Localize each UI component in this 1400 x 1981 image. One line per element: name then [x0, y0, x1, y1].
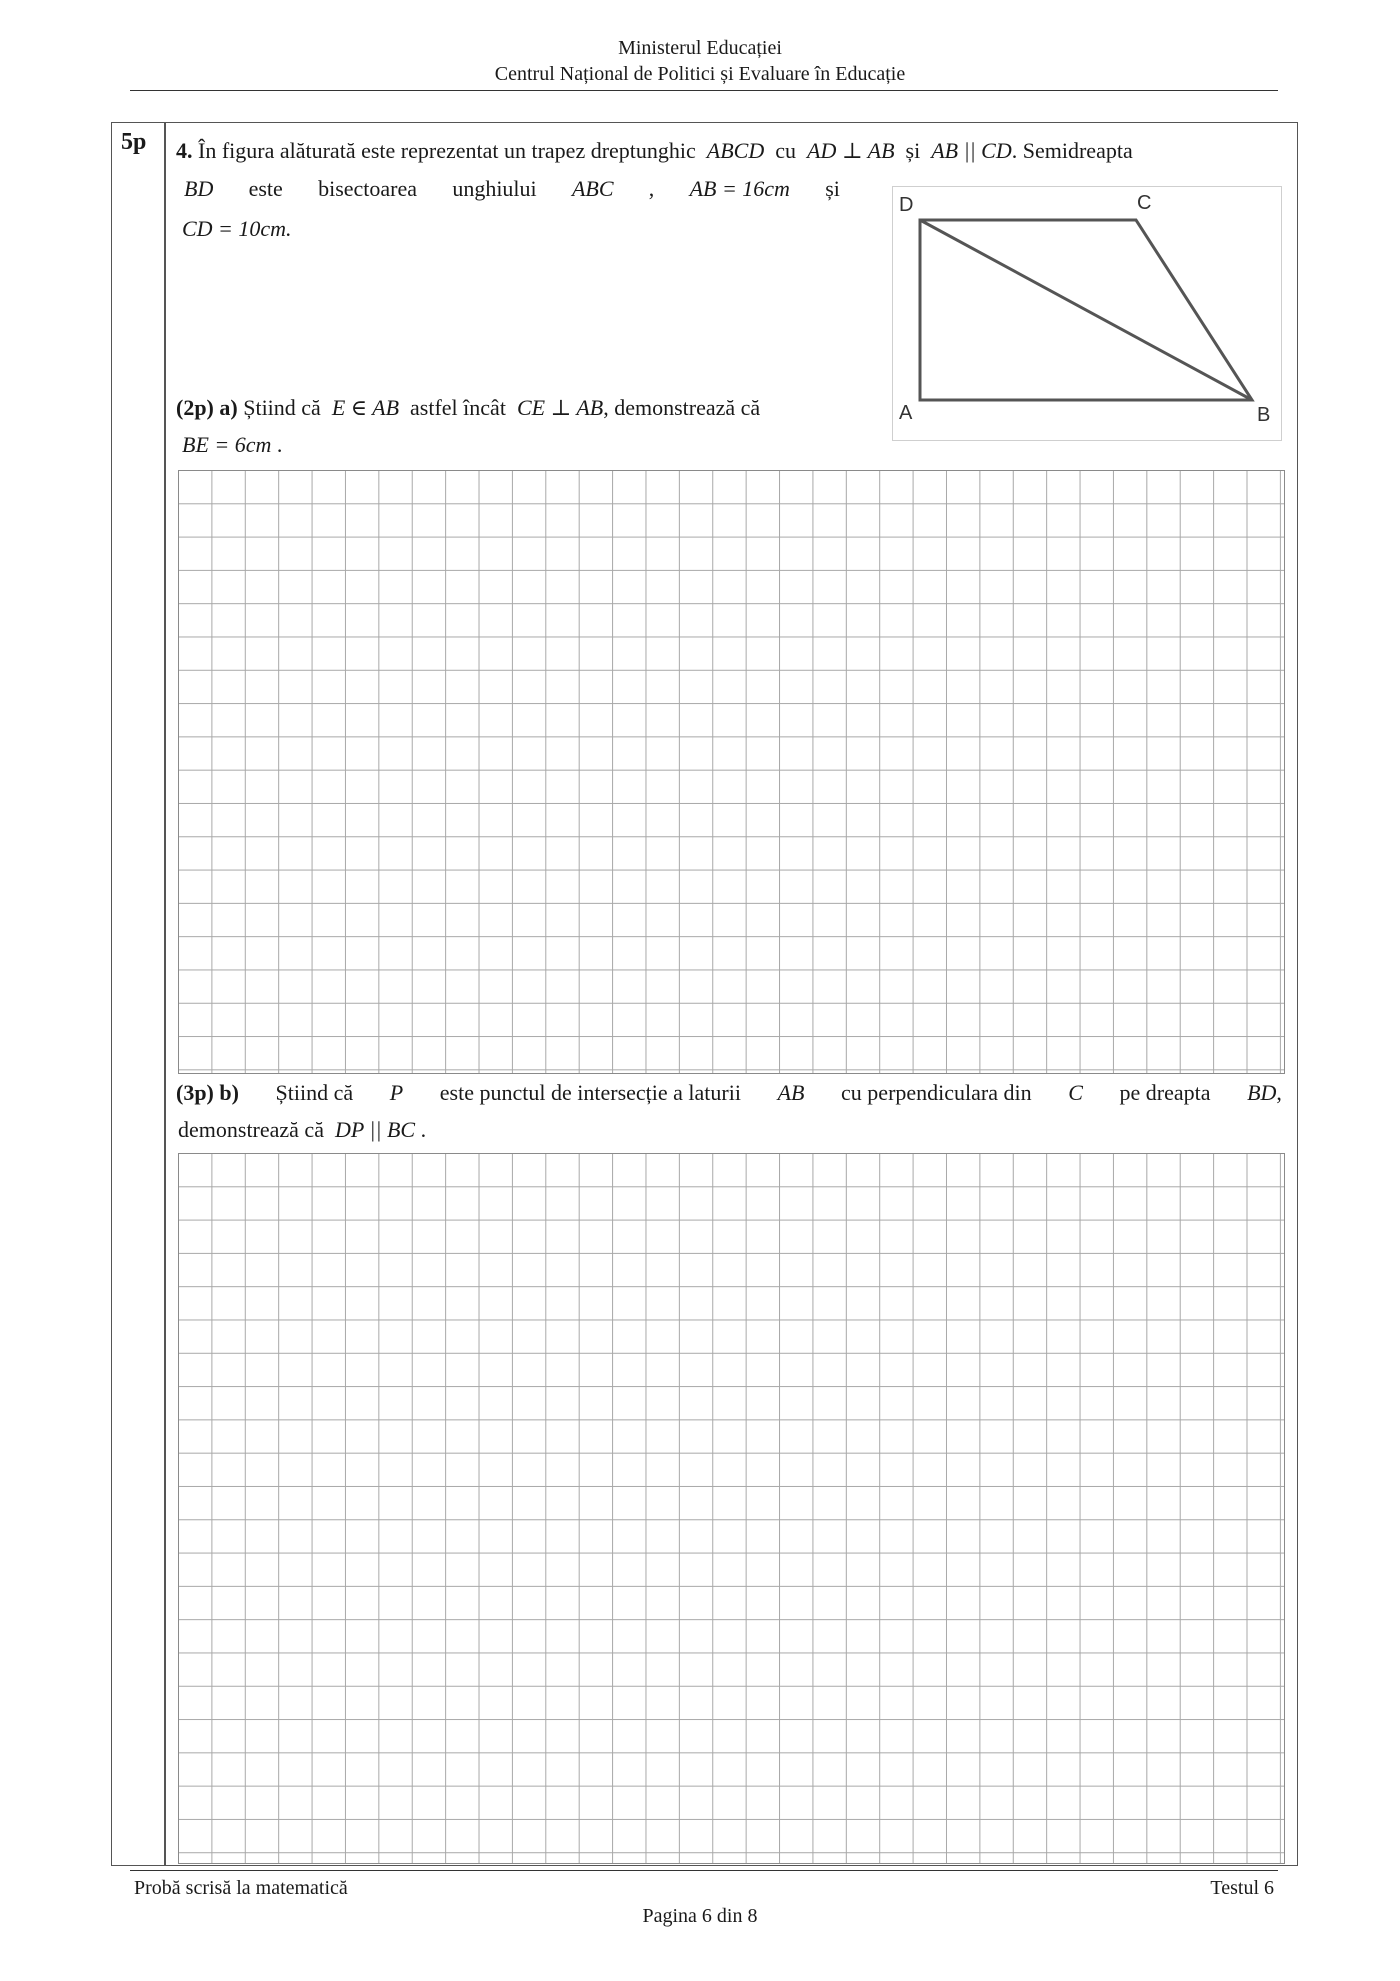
part-a-letter: a): [219, 395, 238, 420]
part-b-dot: .: [420, 1117, 427, 1142]
part-b-line-1: [176, 1079, 1282, 1107]
footer-left: Probă scrisă la matematică: [134, 1877, 348, 1899]
math-p: P: [389, 1080, 404, 1105]
part-a-text-1: Știind că: [243, 395, 321, 420]
problem-number: 4.: [176, 138, 193, 163]
math-bd-b: BD: [1247, 1080, 1277, 1105]
part-b-text-4: pe dreapta: [1119, 1080, 1211, 1105]
segment-bd: [920, 220, 1252, 400]
label-b: B: [1257, 404, 1271, 426]
footer-page: Pagina 6 din 8: [642, 1905, 758, 1927]
math-bd: BD: [184, 176, 214, 201]
problem-statement-line-2: [184, 175, 840, 203]
math-c: C: [1068, 1080, 1083, 1105]
part-b-comma: ,: [1276, 1080, 1282, 1105]
comma: ,: [648, 176, 655, 201]
word-si: și: [905, 138, 921, 163]
word-semidreapta: . Semidreapta: [1011, 138, 1133, 163]
math-ab-eq: AB = 16cm: [689, 176, 790, 201]
part-b-text-3: cu perpendiculara din: [841, 1080, 1032, 1105]
word-este: este: [248, 176, 283, 201]
part-a-line-1: [176, 394, 760, 422]
header-rule: [130, 90, 1278, 91]
problem-statement-line-1: [176, 137, 1133, 165]
part-b-text-1: Știind că: [275, 1080, 354, 1105]
word-si-2: și: [825, 176, 840, 201]
math-ab-par-cd: AB || CD: [931, 138, 1012, 163]
part-a-dot: .: [276, 432, 283, 457]
math-ad-perp-ab: AD ⊥ AB: [807, 138, 895, 163]
math-dp-par-bc: DP || BC: [334, 1117, 416, 1142]
part-a-line-2: [182, 431, 282, 459]
part-b-letter: b): [219, 1080, 239, 1105]
math-e-in-ab: E ∈ AB: [331, 395, 400, 420]
statement-text: În figura alăturată este reprezentat un trapez dreptunghic: [198, 138, 696, 163]
part-a-text-2: astfel încât: [410, 395, 506, 420]
part-b-text-2: este punctul de intersecție a laturii: [439, 1080, 741, 1105]
part-b-line-2: [178, 1116, 426, 1144]
header-line-2: Centrul Național de Politici și Evaluare în Educație: [494, 63, 906, 85]
math-abc: ABC: [571, 176, 614, 201]
math-be-eq: BE = 6cm: [182, 432, 272, 457]
points-column-divider: [164, 122, 166, 1866]
footer-right: Testul 6: [1210, 1877, 1274, 1899]
word-unghiului: unghiului: [452, 176, 537, 201]
label-a: A: [899, 402, 913, 424]
part-a-points: (2p): [176, 395, 214, 420]
problem-points: 5p: [121, 129, 147, 155]
label-d: D: [899, 194, 914, 216]
math-abcd: ABCD: [706, 138, 765, 163]
answer-grid-a[interactable]: [178, 470, 1285, 1074]
trapezoid-diagram: [893, 187, 1281, 440]
math-ab: AB: [777, 1080, 805, 1105]
label-c: C: [1137, 192, 1152, 214]
header-line-1: Ministerul Educației: [618, 37, 782, 59]
part-b-points: (3p): [176, 1080, 214, 1105]
trapezoid-figure: [892, 186, 1282, 441]
answer-grid-b[interactable]: [178, 1153, 1285, 1864]
footer-rule: [130, 1870, 1278, 1871]
word-bisectoarea: bisectoarea: [318, 176, 418, 201]
math-ce-perp-ab: CE ⊥ AB: [516, 395, 604, 420]
math-cd-eq: CD = 10cm.: [182, 216, 292, 241]
part-a-text-3: , demonstrează că: [603, 395, 761, 420]
word-cu: cu: [775, 138, 797, 163]
part-b-text-5: demonstrează că: [178, 1117, 324, 1142]
